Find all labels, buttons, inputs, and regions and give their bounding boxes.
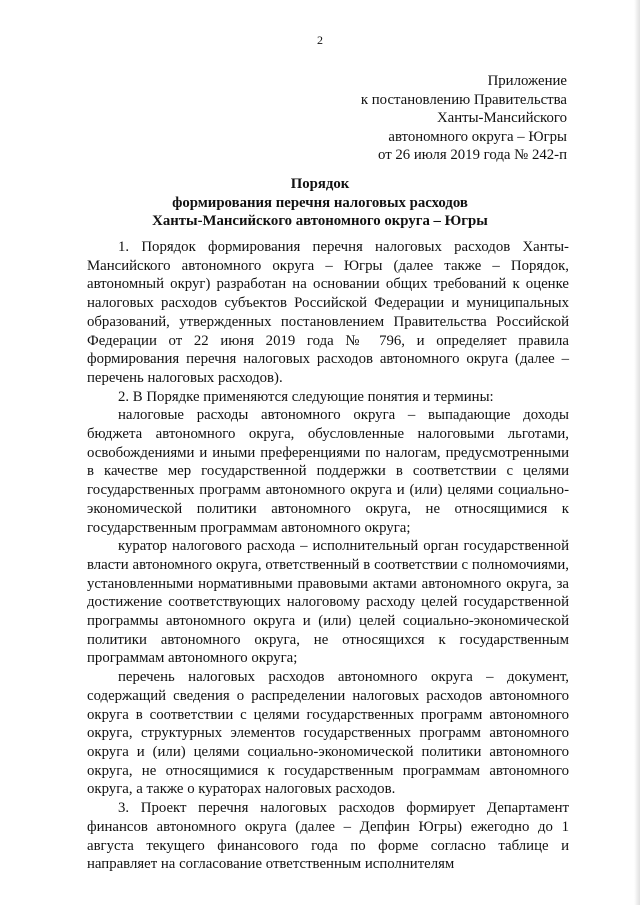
page-number: 2 bbox=[317, 33, 323, 47]
title-line: Ханты-Мансийского автономного округа – Югры bbox=[152, 213, 488, 229]
appendix-block bbox=[361, 72, 567, 165]
appendix-line: от 26 июля 2019 года № 242-п bbox=[378, 147, 567, 163]
appendix-line: Ханты-Мансийского bbox=[436, 110, 567, 126]
paragraph: 3. Проект перечня налоговых расходов формирует Департамент финансов автономного округа (далее – Депфин Югры) ежегодно до 1 августа текущего финансового года по форме согласно таблице и направляет на согласование ответственным исполнителям bbox=[87, 800, 569, 873]
paragraph: куратор налогового расхода – исполнительный орган государственной власти автономного округа, ответственный в соответствии с полномочиями, установленными нормативными правовыми актами автономного округа, за достижение соответствующих налоговому расходу целей государственной программы автономного округа и (или) целей социально-экономической политики автономного округа, не относящихся к государственным программам автономного округа; bbox=[87, 538, 569, 667]
appendix-line: Приложение bbox=[487, 73, 567, 89]
page-edge-shadow bbox=[634, 0, 640, 905]
appendix-line: к постановлению Правительства bbox=[360, 91, 567, 108]
paragraph: перечень налоговых расходов автономного округа – документ, содержащий сведения о распределении налоговых расходов автономного округа в соответствии с целями государственных программ автономного округа, структурных элементов государственных программ автономного округа и (или) целями социально-экономической политики автономного округа, не относящимися к государственным программам автономного округа, а также о кураторах налоговых расходов. bbox=[87, 669, 569, 798]
paragraph: 2. В Порядке применяются следующие понятия и термины: bbox=[118, 388, 494, 405]
paragraph: налоговые расходы автономного округа – выпадающие доходы бюджета автономного округа, обусловленные налоговыми льготами, освобождениями и иными преференциями по налогам, предусмотренными в качестве мер государственной поддержки в соответствии с целями государственных программ автономного округа и (или) целями социально-экономической политики автономного округа, не относящимися к государственным программам автономного округа; bbox=[87, 407, 569, 536]
title-line: Порядок bbox=[290, 176, 350, 192]
document-body bbox=[87, 238, 569, 874]
paragraph: 1. Порядок формирования перечня налоговых расходов Ханты-Мансийского автономного округа – Югры (далее также – Порядок, автономный округ) разработан на основании общих требований к оценке налоговых расходов субъектов Российской Федерации и муниципальных образований, утвержденных постановлением Правительства Российской Федерации от 22 июня 2019 года № 796, и определяет правила формирования перечня налоговых расходов автономного округа (далее – перечень налоговых расходов). bbox=[87, 239, 569, 386]
title-line: формирования перечня налоговых расходов bbox=[172, 194, 468, 211]
appendix-line: автономного округа – Югры bbox=[388, 128, 567, 145]
document-title bbox=[0, 175, 640, 231]
